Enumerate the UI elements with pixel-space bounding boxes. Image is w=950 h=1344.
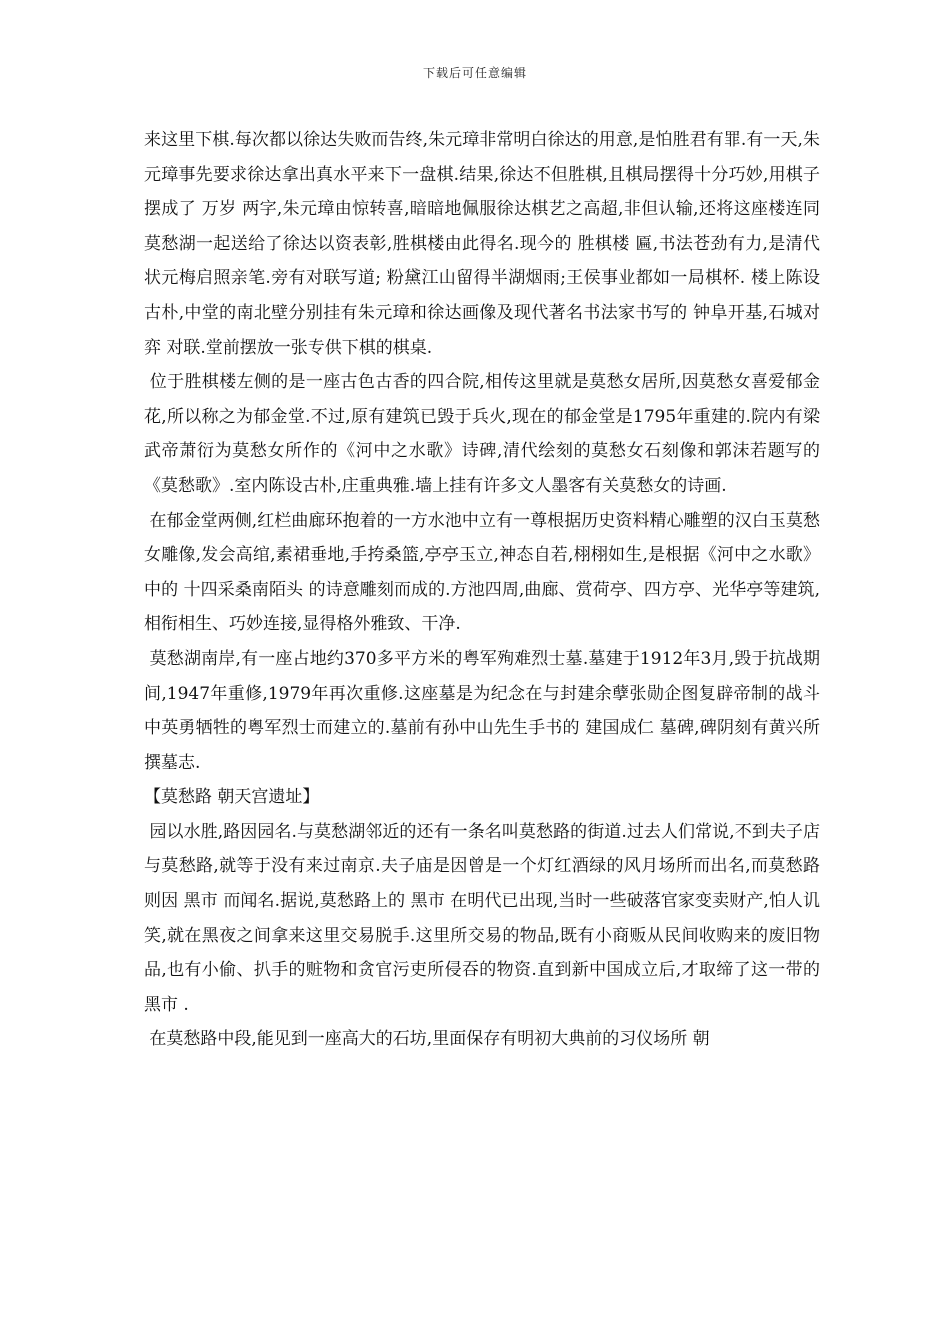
paragraph-mochou-road: 园以水胜,路因园名.与莫愁湖邻近的还有一条名叫莫愁路的街道.过去人们常说,不到夫子店与莫愁路,就等于没有来过南京.夫子庙是因曾是一个灯红酒绿的风月场所而出名,而莫愁路则因 黑市 而闻名.据说,莫愁路上的 黑市 在明代已出现,当时一些破落官家变卖财产,怕人讥笑,就在黑夜之间拿来这里交易脱手.这里所交易的物品,既有小商贩从民间收购来的废旧物品,也有小偷、扒手的赃物和贪官污吏所侵吞的物资.直到新中国成立后,才取缔了这一带的 黑市 . (144, 821, 826, 1015)
section-heading: 【莫愁路 朝天宫遗址】 (144, 787, 320, 808)
paragraph-mochou-statue: 在郁金堂两侧,红栏曲廊环抱着的一方水池中立有一尊根据历史资料精心雕塑的汉白玉莫愁女雕像,发会高绾,素裙垂地,手挎桑篮,亭亭玉立,神态自若,栩栩如生,是根据《河中之水歌》中的 十四采桑南陌头 的诗意雕刻而成的.方池四周,曲廊、赏荷亭、四方亭、光华亭等建筑,相衔相生、巧妙连接,显得格外雅致、干净. (144, 510, 821, 635)
paragraph-yujintang: 位于胜棋楼左侧的是一座古色古香的四合院,相传这里就是莫愁女居所,因莫愁女喜爱郁金花,所以称之为郁金堂.不过,原有建筑已毁于兵火,现在的郁金堂是1795年重建的.院内有梁武帝萧衍为莫愁女所作的《河中之水歌》诗碑,清代绘刻的莫愁女石刻像和郭沫若题写的《莫愁歌》.室内陈设古朴,庄重典雅.墙上挂有许多文人墨客有关莫愁女的诗画. (144, 372, 820, 496)
document-body (144, 123, 826, 1057)
paragraph-martyrs-tomb: 莫愁湖南岸,有一座占地约370多平方米的粤军殉难烈士墓.墓建于1912年3月,毁于抗战期间,1947年重修,1979年再次重修.这座墓是为纪念在与封建余孽张勋企图复辟帝制的战斗中英勇牺牲的粤军烈士而建立的.墓前有孙中山先生手书的 建国成仁 墓碑,碑阴刻有黄兴所撰墓志. (144, 648, 820, 773)
paragraph-stone-archway: 在莫愁路中段,能见到一座高大的石坊,里面保存有明初大典前的习仪场所 朝 (144, 1029, 710, 1050)
paragraph-shengqilou: 来这里下棋.每次都以徐达失败而告终,朱元璋非常明白徐达的用意,是怕胜君有罪.有一天,朱元璋事先要求徐达拿出真水平来下一盘棋.结果,徐达不但胜棋,且棋局摆得十分巧妙,用棋子摆成了 万岁 两字,朱元璋由惊转喜,暗暗地佩服徐达棋艺之高超,非但认输,还将这座楼连同莫愁湖一起送给了徐达以资表彰,胜棋楼由此得名.现今的 胜棋楼 匾,书法苍劲有力,是清代状元梅启照亲笔.旁有对联写道; 粉黛江山留得半湖烟雨;王侯事业都如一局棋杯. 楼上陈设古朴,中堂的南北壁分别挂有朱元璋和徐达画像及现代著名书法家书写的 钟阜开基,石城对弈 对联.堂前摆放一张专供下棋的棋桌. (144, 130, 820, 358)
header-note: 下载后可任意编辑 (422, 66, 527, 80)
